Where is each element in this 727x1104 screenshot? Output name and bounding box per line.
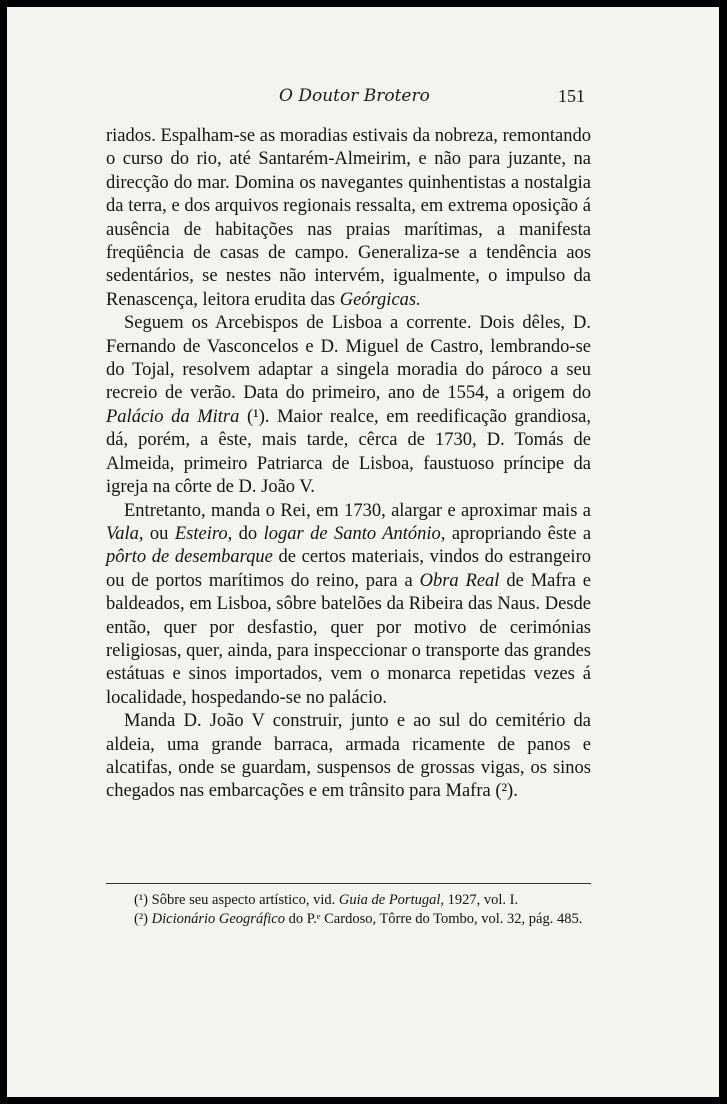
text-run: (¹) Sôbre seu aspecto artístico, vid.	[134, 892, 339, 908]
paragraph	[106, 312, 591, 499]
body-text	[106, 125, 591, 804]
running-title: O Doutor Brotero	[279, 86, 430, 106]
text-run: (²)	[134, 911, 152, 927]
italic-text: logar de Santo António,	[263, 523, 446, 544]
italic-text: Guia de Portugal,	[338, 892, 445, 908]
paragraph	[106, 710, 591, 804]
text-run: apropriando êste a	[445, 523, 592, 544]
paragraph	[106, 500, 591, 711]
italic-text: pôrto de desembarque	[106, 547, 273, 568]
text-run: 1927, vol. I.	[444, 892, 519, 908]
page-number: 151	[558, 86, 585, 106]
text-run: Seguem os Arcebispos de Lisboa a corrente. Dois dêles, D. Fernando de Vasconcelos e D. Miguel de Castro, lembrando-se do Tojal, resolvem adaptar a singela moradia do pároco a seu recreio de verão. Data do primeiro, ano de 1554, a origem do	[106, 313, 591, 404]
italic-text: Obra Real	[419, 570, 500, 591]
italic-text: Vala,	[106, 523, 144, 544]
text-run: (¹). Maior realce, em reedificação grandiosa, dá, porém, a êste, mais tarde, cêrca de 1730, D. Tomás de Almeida, primeiro Patriarca de Lisboa, faustuoso príncipe da igreja na côrte de D. João V.	[106, 406, 591, 498]
text-run: riados. Espalham-se as moradias estivais da nobreza, remontando o curso do rio, até Santarém-Almeirim, e não para juzante, na direcção do mar. Domina os navegantes quinhentistas a nostalgia da terra, e dos arquivos regionais ressalta, em extrema oposição á ausência de habitações nas praias marítimas, a manifesta freqüência de casas de campo. Generaliza-se a tendência aos sedentários, se nestes não intervém, igualmente, o impulso da Renascença, leitora erudita das	[106, 126, 591, 310]
footnote-divider	[106, 883, 591, 884]
text-run: do	[232, 523, 264, 544]
paragraph	[106, 125, 591, 312]
text-run: Manda D. João V construir, junto e ao sul do cemitério da aldeia, uma grande barraca, armada ricamente de panos e alcatifas, onde se guardam, suspensos de grossas vigas, os sinos chegados nas embarcações e em trânsito para Mafra (²).	[106, 711, 591, 802]
text-run: de certos materiais, vindos do estrangeiro ou de portos marítimos do reino, para a	[106, 547, 591, 591]
text-run: do P.ᵉ Cardoso, Tôrre do Tombo, vol. 32, pág. 485.	[284, 911, 583, 927]
text-run: Entretanto, manda o Rei, em 1730, alargar e aproximar mais a	[124, 500, 591, 521]
italic-text: Palácio da Mitra	[106, 406, 240, 427]
text-run: ou	[143, 523, 175, 544]
footnote	[106, 910, 591, 929]
book-page	[7, 7, 719, 1097]
text-run: de Mafra e baldeados, em Lisboa, sôbre batelões da Ribeira das Naus. Desde então, quer por desfastio, quer por motivo de cerimónias religiosas, quer, ainda, para inspeccionar o transporte das grandes estátuas e sinos importados, vem o monarca repetidas vezes á localidade, hospedando-se no palácio.	[106, 570, 591, 708]
footnotes	[106, 891, 591, 929]
italic-text: Esteiro,	[174, 523, 233, 544]
footnote	[106, 891, 591, 910]
italic-text: Dicionário Geográfico	[151, 911, 285, 927]
italic-text: Geórgicas.	[339, 289, 421, 310]
